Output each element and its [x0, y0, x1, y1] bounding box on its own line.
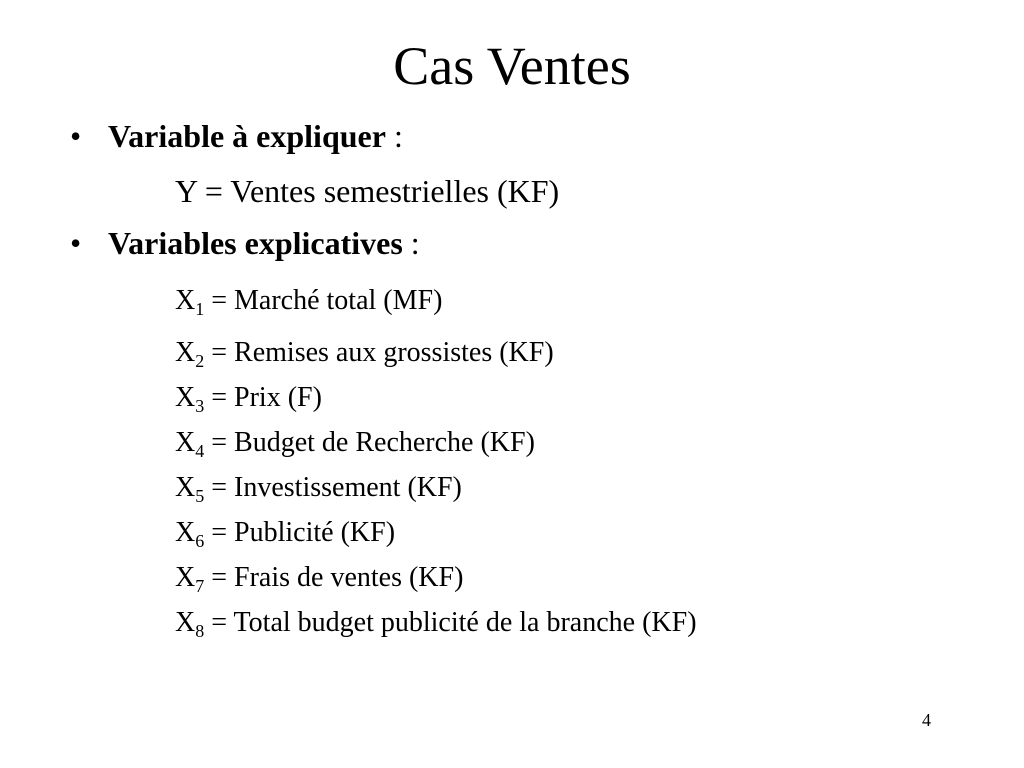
bullet-suffix: : — [385, 118, 403, 154]
variable-symbol: X — [175, 285, 196, 316]
variable-definition: = Budget de Recherche (KF) — [204, 427, 535, 458]
bullet-marker: • — [70, 118, 82, 154]
variable-index: 7 — [195, 576, 205, 596]
variable-index: 4 — [195, 441, 205, 461]
bullet-variable-a-expliquer — [70, 116, 403, 156]
bullet-marker: • — [70, 225, 82, 261]
explanatory-variable-line — [175, 515, 395, 551]
variable-definition: = Investissement (KF) — [204, 472, 462, 503]
variable-symbol: X — [175, 607, 196, 638]
bullet-suffix: : — [402, 225, 420, 261]
explanatory-variable-line — [175, 425, 535, 461]
explanatory-variable-line — [175, 283, 442, 319]
explanatory-variable-line — [175, 470, 462, 506]
variable-symbol: X — [175, 337, 196, 368]
page-number: 4 — [922, 710, 931, 730]
explanatory-variable-line — [175, 335, 554, 371]
variable-index: 2 — [195, 351, 205, 371]
slide-title: Cas Ventes — [393, 36, 631, 96]
variable-definition: = Marché total (MF) — [204, 285, 443, 316]
bullet-label: Variables explicatives — [108, 225, 403, 261]
variable-symbol: X — [175, 427, 196, 458]
explanatory-variable-line — [175, 380, 322, 416]
variable-definition: = Total budget publicité de la branche (KF) — [204, 607, 697, 638]
variable-definition: = Publicité (KF) — [204, 517, 396, 548]
variable-symbol: X — [175, 517, 196, 548]
variable-symbol: X — [175, 562, 196, 593]
variable-index: 3 — [195, 396, 205, 416]
variable-definition: = Frais de ventes (KF) — [204, 562, 464, 593]
variable-index: 8 — [195, 621, 205, 641]
bullet-label: Variable à expliquer — [108, 118, 386, 154]
variable-index: 1 — [195, 299, 205, 319]
explanatory-variable-line — [175, 605, 697, 641]
variable-symbol: X — [175, 472, 196, 503]
bullet-variables-explicatives — [70, 223, 420, 263]
variable-symbol: X — [175, 382, 196, 413]
variable-index: 5 — [195, 486, 205, 506]
dependent-variable-line: Y = Ventes semestrielles (KF) — [175, 173, 560, 209]
variable-definition: = Remises aux grossistes (KF) — [204, 337, 554, 368]
explanatory-variable-line — [175, 560, 463, 596]
variable-index: 6 — [195, 531, 205, 551]
variable-definition: = Prix (F) — [204, 382, 322, 413]
